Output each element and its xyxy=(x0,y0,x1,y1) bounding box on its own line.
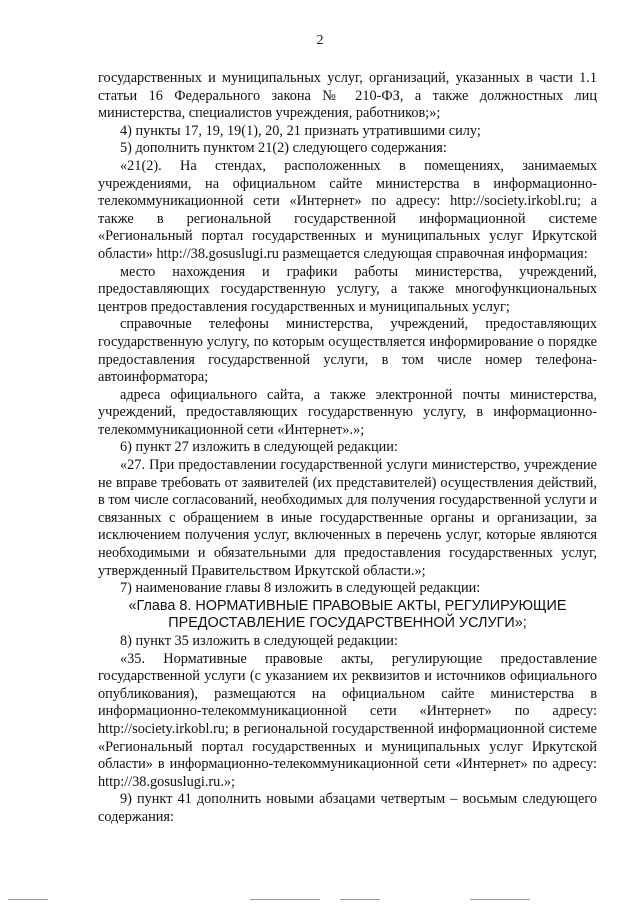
scan-bottom-artifact xyxy=(0,898,640,902)
page-number: 2 xyxy=(316,33,324,48)
scan-mark xyxy=(250,899,320,900)
paragraph-item-5: 5) дополнить пунктом 21(2) следующего содержания: xyxy=(120,140,447,157)
document-body xyxy=(98,70,597,827)
paragraph-item-4: 4) пункты 17, 19, 19(1), 20, 21 признать утратившими силу; xyxy=(120,122,481,139)
paragraph-clause-35: «35. Нормативные правовые акты, регулирующие предоставление государственной услуги (с указанием их реквизитов и источников официального опубликования), размещаются на официальном сайте министерства в информационно-телекоммуникационной сети «Интернет» по адресу: http://society.irkobl.ru; в региональной государственной информационной системе «Региональный портал государственных и муниципальных услуг Иркутской области» в информационно-телекоммуникационной сети «Интернет» по адресу: http://38.gosuslugi.ru.»; xyxy=(98,650,597,790)
paragraph-website-info: адреса официального сайта, а также электронной почты министерства, учреждений, предоставляющих государственную услугу, в информационно-телекоммуникационной сети «Интернет».»; xyxy=(98,386,597,438)
scan-mark xyxy=(340,899,380,900)
paragraph-location-info: место нахождения и графики работы министерства, учреждений, предоставляющих государственную услугу, а также многофункциональных центров предоставления государственных и муниципальных услуг; xyxy=(98,263,597,315)
paragraph-clause-21-2: «21(2). На стендах, расположенных в помещениях, занимаемых учреждениями, на официальном сайте министерства в информационно-телекоммуникационной сети «Интернет» по адресу: http://society.irkobl.ru; а также в региональной государственной информационной системе «Региональный портал государственных и муниципальных услуг Иркутской области» http://38.gosuslugi.ru размещается следующая справочная информация: xyxy=(98,157,597,262)
paragraph-clause-27: «27. При предоставлении государственной услуги министерство, учреждение не вправе требовать от заявителей (их представителей) осуществления действий, в том числе согласований, необходимых для получения государственной услуги и связанных с обращением в иные государственные органы и организации, за исключением получения услуг, включенных в перечень услуг, которые являются необходимыми и обязательными для предоставления государственных услуг, утвержденный Правительством Иркутской области.»; xyxy=(98,457,597,579)
chapter-heading-line-1: «Глава 8. НОРМАТИВНЫЕ ПРАВОВЫЕ АКТЫ, РЕГУЛИРУЮЩИЕ xyxy=(128,597,567,614)
paragraph-item-9: 9) пункт 41 дополнить новыми абзацами четвертым – восьмым следующего содержания: xyxy=(98,791,597,825)
scan-mark xyxy=(8,899,48,900)
paragraph-item-8: 8) пункт 35 изложить в следующей редакции: xyxy=(120,633,398,649)
paragraph-continuation: государственных и муниципальных услуг, организаций, указанных в части 1.1 статьи 16 Федерального закона № 210-ФЗ, а также должностных лиц министерства, специалистов учреждения, работников;»; xyxy=(98,70,597,122)
paragraph-item-6: 6) пункт 27 изложить в следующей редакции: xyxy=(120,439,398,456)
paragraph-item-7: 7) наименование главы 8 изложить в следующей редакции: xyxy=(120,580,481,597)
chapter-heading-line-2: ПРЕДОСТАВЛЕНИЕ ГОСУДАРСТВЕННОЙ УСЛУГИ»; xyxy=(168,615,527,632)
paragraph-phones-info: справочные телефоны министерства, учреждений, предоставляющих государственную услугу, по которым осуществляется информирование о порядке предоставления государственной услуги, в том числе номер телефона-автоинформатора; xyxy=(98,316,597,386)
scan-mark xyxy=(470,899,530,900)
